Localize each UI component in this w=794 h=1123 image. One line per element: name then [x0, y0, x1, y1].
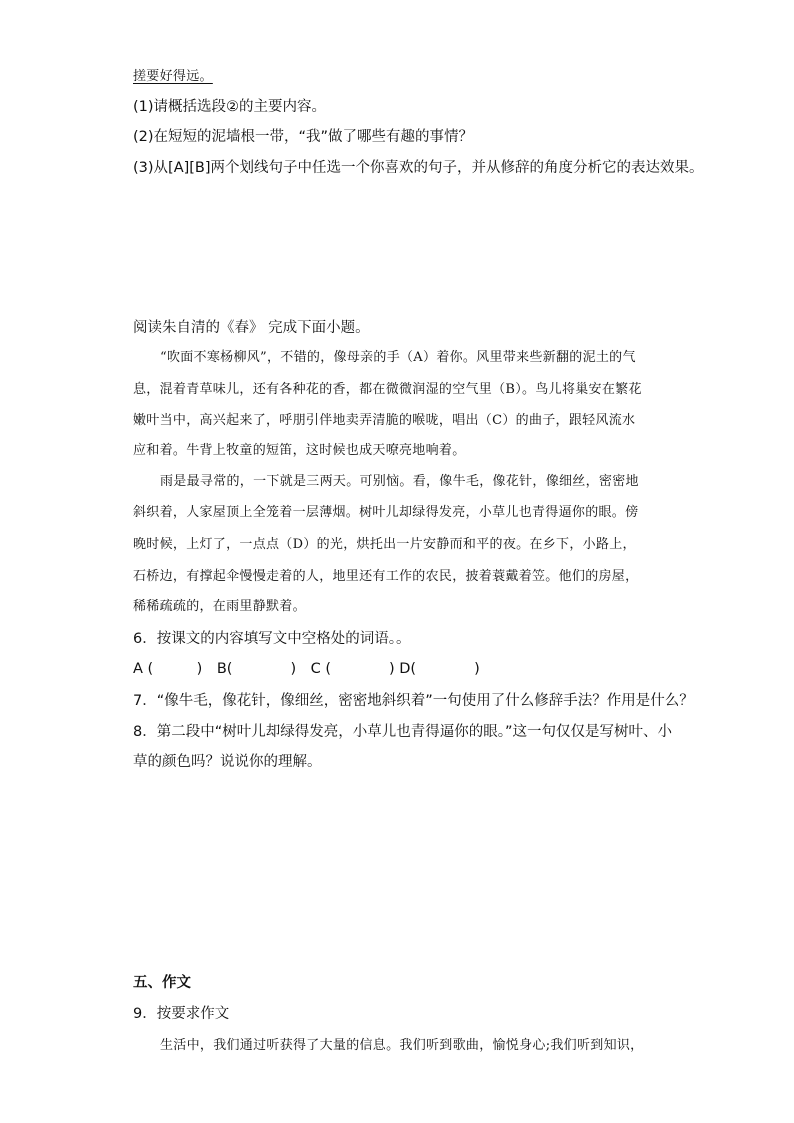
passage-line: 嫩叶当中，高兴起来了，呼朋引伴地卖弄清脆的喉咙，唱出（C）的曲子，跟轻风流水: [133, 413, 636, 428]
composition-prompt: 生活中，我们通过听获得了大量的信息。我们听到歌曲，愉悦身心;我们听到知识，: [160, 1038, 644, 1053]
passage-line: 石桥边，有撑起伞慢慢走着的人，地里还有工作的农民，披着蓑戴着笠。他们的房屋，: [133, 569, 639, 584]
question-6-blanks: A ( ) B( ) C ( ) D( ): [133, 661, 480, 677]
passage-line: 应和着。牛背上牧童的短笛，这时候也成天嘹亮地响着。: [133, 443, 466, 458]
passage-line: 雨是最寻常的，一下就是三两天。可别恼。看，像牛毛，像花针，像细丝，密密地: [160, 474, 639, 489]
passage-line: “吹面不寒杨柳风”，不错的，像母亲的手（A）着你。风里带来些新翻的泥土的气: [160, 350, 636, 365]
question-6: 6．按课文的内容填写文中空格处的词语。。: [133, 631, 411, 647]
section-heading: 五、作文: [133, 975, 191, 991]
passage-line: 稀稀疏疏的，在雨里静默着。: [133, 599, 306, 614]
text-fragment: 搓要好得远。: [133, 69, 213, 84]
passage-line: 晚时候，上灯了，一点点（D）的光，烘托出一片安静而和平的夜。在乡下，小路上，: [133, 537, 636, 552]
passage-line: 息，混着青草味儿，还有各种花的香，都在微微润湿的空气里（B）。鸟儿将巢安在繁花: [133, 382, 642, 397]
question-3: (3)从[A][B]两个划线句子中任选一个你喜欢的句子，并从修辞的角度分析它的表达效果。: [133, 160, 704, 176]
question-8-cont: 草的颜色吗？说说你的理解。: [133, 754, 322, 770]
question-9: 9．按要求作文: [133, 1006, 230, 1022]
question-2: (2)在短短的泥墙根一带，“我”做了哪些有趣的事情？: [133, 129, 474, 145]
question-1: (1)请概括选段②的主要内容。: [133, 99, 327, 115]
passage-line: 斜织着，人家屋顶上全笼着一层薄烟。树叶儿却绿得发亮，小草儿也青得逼你的眼。傍: [133, 505, 639, 520]
reading-intro: 阅读朱自清的《春》 完成下面小题。: [133, 320, 370, 336]
question-7: 7．“像牛毛，像花针，像细丝，密密地斜织着”一句使用了什么修辞手法？作用是什么？: [133, 693, 694, 709]
question-8: 8．第二段中“树叶儿却绿得发亮，小草儿也青得逼你的眼。”这一句仅仅是写树叶、小: [133, 724, 672, 740]
